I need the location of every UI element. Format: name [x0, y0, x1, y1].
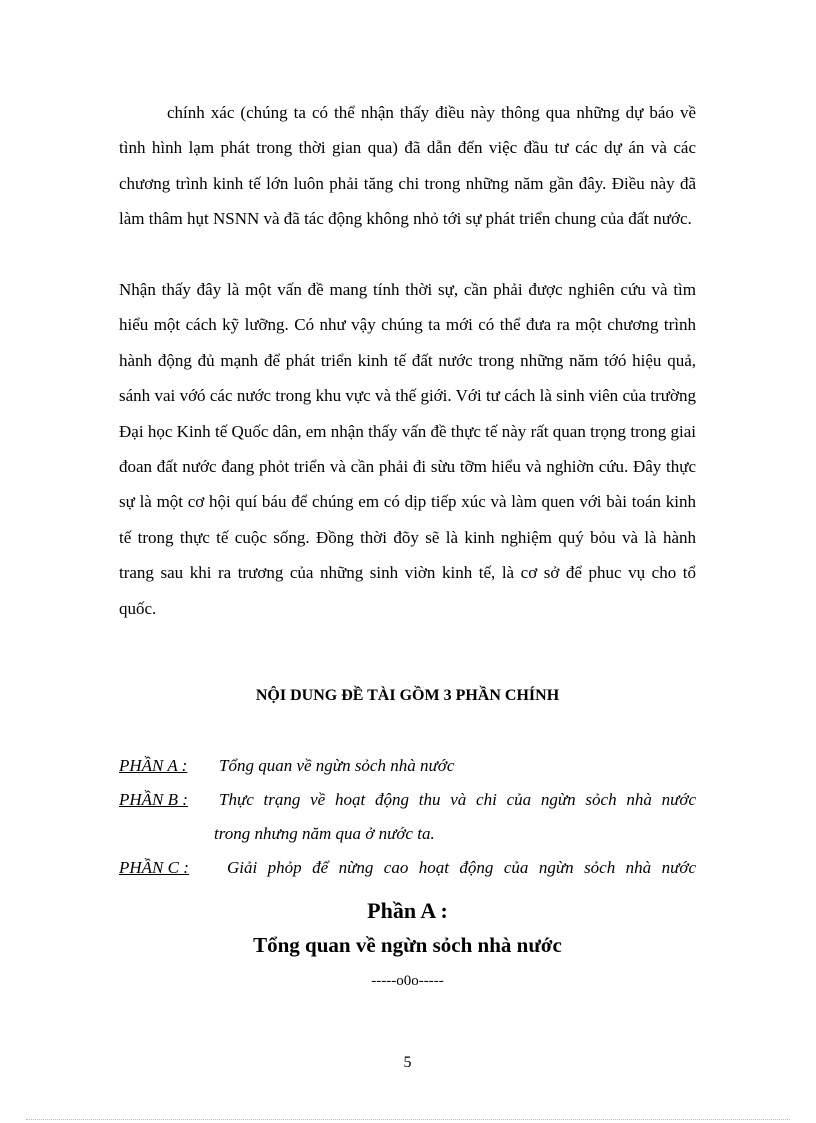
body-paragraph-2: Nhận thấy đây là một vấn đề mang tính thời sự, cần phải được nghiên cứu và tìm hiểu một cách kỹ lưỡng. Có như vậy chúng ta mới có thể đưa ra một chương trình hành động đủ mạnh để phát triển kinh tế đất nước trong những năm tớó hiệu quả, sánh vai vớó các nước trong khu vực và thế giới. Với tư cách là sinh viên của trường Đại học Kinh tế Quốc dân, em nhận thấy vấn đề thực tế này rất quan trọng trong giai đoan đất nước đang phỏt triển và cần phải đi sừu tỡm hiểu và nghiờn cứu. Đây thực sự là một cơ hội quí báu để chúng em có dịp tiếp xúc và làm quen với bài toán kinh tế trong thực tế cuộc sống. Đồng thời đõy sẽ là kinh nghiệm quý bỏu và là hành trang sau khi ra trương của những sinh viờn kinh tế, là cơ sở để phuc vụ cho tổ quốc.	[119, 280, 696, 618]
outline-item-text: Giải phỏp để nừng cao hoạt động của ngừn sỏch nhà nước	[227, 858, 696, 877]
part-subtitle: Tổng quan về ngừn sỏch nhà nước	[253, 933, 562, 957]
body-paragraph-1: chính xác (chúng ta có thể nhận thấy điều này thông qua những dự báo về tình hình lạm phát trong thời gian qua) đã dẫn đến việc đầu tư các dự án và các chương trình kinh tế lớn luôn phải tăng chi trong những năm gần đây. Điều này đã làm thâm hụt NSNN và đã tác động không nhỏ tới sự phát triển chung của đất nước.	[119, 103, 696, 229]
outline-item-continuation-text: trong nhưng năm qua ở nước ta.	[214, 824, 435, 843]
section-divider: -----o0o-----	[371, 973, 444, 989]
part-title: Phần A :	[367, 898, 448, 923]
outline-item-label: PHẦN B :	[119, 790, 188, 809]
page-number: 5	[403, 1054, 412, 1071]
outline-item-label: PHẦN A :	[119, 756, 188, 775]
outline-item-text: Thực trạng về hoạt động thu và chi của ngừn sỏch nhà nước	[219, 790, 696, 809]
outline-item-label: PHẦN C :	[119, 858, 189, 877]
footer-divider	[26, 1119, 790, 1120]
outline-heading: NỘI DUNG ĐỀ TÀI GỒM 3 PHẦN CHÍNH	[255, 687, 560, 704]
outline-item-text: Tổng quan về ngừn sỏch nhà nước	[219, 756, 455, 775]
